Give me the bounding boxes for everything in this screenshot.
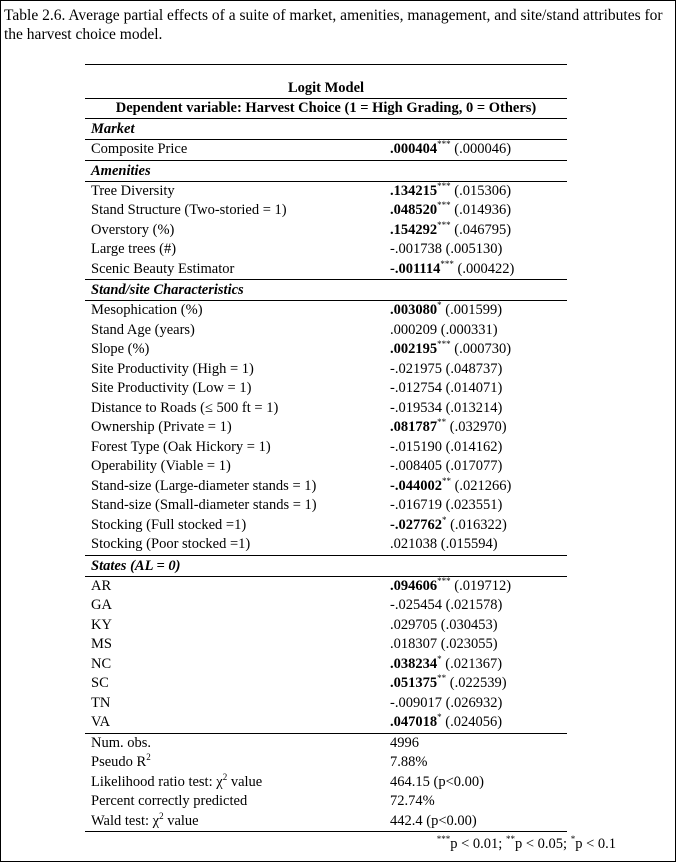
table-row <box>85 240 567 260</box>
statistic-label: Percent correctly predicted <box>91 793 248 809</box>
effect-cell <box>390 635 567 655</box>
effect-cell <box>390 674 567 694</box>
coefficient: .134215 <box>390 182 438 199</box>
coefficient: -.015190 <box>390 438 442 455</box>
significance-footnote <box>437 836 616 853</box>
variable-label: MS <box>91 636 112 652</box>
coefficient: .048520 <box>390 202 438 218</box>
superscript: 2 <box>159 810 164 821</box>
table-row <box>85 340 567 360</box>
statistic-row <box>85 773 567 793</box>
table-row <box>85 516 567 536</box>
significance-stars: *** <box>437 180 451 191</box>
coefficient: .000209 <box>390 321 438 338</box>
dependent-variable-header: Dependent variable: Harvest Choice (1 = High Grading, 0 = Others) <box>85 98 567 119</box>
variable-label: Stand-size (Large-diameter stands = 1) <box>91 477 317 494</box>
coefficient: .047018 <box>390 714 438 730</box>
effect-cell <box>390 240 567 260</box>
significance-stars: ** <box>437 673 447 683</box>
significance-stars: *** <box>440 258 454 269</box>
effect-cell <box>390 438 567 458</box>
superscript: 2 <box>222 771 228 782</box>
coefficient: .000404 <box>390 141 438 157</box>
significance-stars: *** <box>437 200 451 210</box>
variable-label: Stand Age (years) <box>91 321 195 338</box>
variable-label: Mesophication (%) <box>91 302 203 318</box>
standard-error: (.016322) <box>446 516 507 533</box>
variable-label: Overstory (%) <box>91 221 175 238</box>
coefficient: .081787 <box>390 419 438 435</box>
effect-cell <box>390 577 567 597</box>
variable-label: Composite Price <box>91 141 188 157</box>
coefficient: .003080 <box>390 302 438 318</box>
table-row <box>85 201 567 221</box>
coefficient: .094606 <box>390 577 438 594</box>
coefficient: .038234 <box>390 655 438 672</box>
statistic-value: 464.15 (p<0.00) <box>390 773 484 790</box>
table-row <box>85 635 567 655</box>
significance-stars: * <box>441 514 447 525</box>
table-row <box>85 140 567 160</box>
standard-error: (.019712) <box>450 577 512 594</box>
regression-table <box>85 64 567 832</box>
footnote-text-3: p < 0.1 <box>575 836 616 852</box>
effect-cell <box>390 596 567 616</box>
effect-cell <box>390 477 567 497</box>
table-row <box>85 713 567 734</box>
standard-error: (.021266) <box>450 477 512 494</box>
standard-error: (.001599) <box>441 302 503 318</box>
statistic-label-text: Pseudo R <box>91 754 147 770</box>
statistic-row <box>85 753 567 773</box>
table-row <box>85 655 567 675</box>
standard-error: (.026932) <box>441 694 503 711</box>
statistic-label-suffix: value <box>227 773 263 790</box>
coefficient: .002195 <box>390 341 438 357</box>
table-row <box>85 496 567 516</box>
variable-label: Stocking (Full stocked =1) <box>91 516 247 533</box>
standard-error: (.017077) <box>441 458 503 474</box>
coefficient: -.021975 <box>390 360 442 377</box>
statistic-row <box>85 734 567 754</box>
effect-cell <box>390 694 567 714</box>
table-row <box>85 321 567 341</box>
statistic-row <box>85 812 567 832</box>
significance-stars: * <box>437 653 442 664</box>
standard-error: (.032970) <box>446 419 507 435</box>
effect-cell <box>390 713 567 733</box>
coefficient: -.025454 <box>390 597 442 613</box>
coefficient: .029705 <box>390 616 438 633</box>
table-row <box>85 596 567 616</box>
significance-stars: *** <box>437 139 451 149</box>
effect-cell <box>390 399 567 419</box>
table-row <box>85 379 567 399</box>
standard-error: (.048737) <box>441 360 503 377</box>
variable-label: VA <box>91 714 111 730</box>
coefficient: -.016719 <box>390 497 442 513</box>
effect-cell <box>390 301 567 321</box>
standard-error: (.000730) <box>450 341 512 357</box>
standard-error: (.000046) <box>450 141 512 157</box>
significance-stars: *** <box>437 219 451 230</box>
standard-error: (.013214) <box>441 399 503 416</box>
table-row <box>85 260 567 280</box>
coefficient: -.019534 <box>390 399 442 416</box>
table-row <box>85 616 567 636</box>
variable-label: KY <box>91 616 112 633</box>
table-row <box>85 477 567 497</box>
variable-label: Stand-size (Small-diameter stands = 1) <box>91 497 317 513</box>
effect-cell <box>390 201 567 221</box>
variable-label: Tree Diversity <box>91 182 175 199</box>
statistic-label-suffix: value <box>163 812 199 829</box>
variable-label: Site Productivity (Low = 1) <box>91 380 252 396</box>
variable-label: Ownership (Private = 1) <box>91 419 232 435</box>
statistic-value: 7.88% <box>390 754 428 770</box>
variable-label: Large trees (#) <box>91 241 177 257</box>
standard-error: (.030453) <box>437 616 498 633</box>
table-row <box>85 221 567 241</box>
significance-stars: *** <box>437 339 451 349</box>
standard-error: (.000422) <box>453 260 515 277</box>
section-header: States (AL = 0) <box>85 555 567 577</box>
coefficient: .018307 <box>390 636 438 652</box>
effect-cell <box>390 496 567 516</box>
section-header: Market <box>85 119 567 140</box>
coefficient: .051375 <box>390 675 438 691</box>
statistic-row <box>85 792 567 812</box>
variable-label: Stocking (Poor stocked =1) <box>91 536 251 552</box>
effect-cell <box>390 260 567 280</box>
effect-cell <box>390 221 567 241</box>
coefficient: -.044002 <box>390 477 442 494</box>
statistic-label: Num. obs. <box>91 734 152 751</box>
effect-cell <box>390 418 567 438</box>
coefficient: -.008405 <box>390 458 442 474</box>
statistic-value: 72.74% <box>390 793 435 809</box>
significance-stars: * <box>437 300 442 310</box>
effect-cell <box>390 379 567 399</box>
coefficient: -.001114 <box>390 260 441 277</box>
standard-error: (.014936) <box>450 202 512 218</box>
footnote-stars-2: ** <box>505 834 515 844</box>
variable-label: GA <box>91 597 112 613</box>
table-caption: Table 2.6. Average partial effects of a suite of market, amenities, management, and site/stand attributes for the harvest choice model. <box>4 7 663 43</box>
standard-error: (.021578) <box>441 597 503 613</box>
effect-cell <box>390 535 567 555</box>
coefficient: -.001738 <box>390 241 442 257</box>
variable-label: Scenic Beauty Estimator <box>91 260 235 277</box>
bottom-rule <box>85 831 567 832</box>
statistic-label-text: Wald test: χ <box>91 812 160 829</box>
significance-stars: ** <box>437 417 447 427</box>
variable-label: TN <box>91 694 111 711</box>
standard-error: (.021367) <box>441 655 503 672</box>
effect-cell <box>390 516 567 536</box>
table-row <box>85 674 567 694</box>
effect-cell <box>390 340 567 360</box>
variable-label: Operability (Viable = 1) <box>91 458 231 474</box>
model-title: Logit Model <box>287 80 365 96</box>
table-row <box>85 418 567 438</box>
statistic-label-text: Likelihood ratio test: χ <box>91 773 223 790</box>
standard-error: (.022539) <box>446 675 507 691</box>
standard-error: (.023055) <box>437 636 498 652</box>
table-body <box>85 119 567 734</box>
variable-label: Forest Type (Oak Hickory = 1) <box>91 438 271 455</box>
model-statistics <box>85 734 567 832</box>
statistic-label <box>85 773 390 793</box>
standard-error: (.000331) <box>437 321 498 338</box>
significance-stars: ** <box>441 475 451 486</box>
coefficient: -.012754 <box>390 380 442 396</box>
table-row <box>85 301 567 321</box>
table-row <box>85 535 567 555</box>
variable-label: NC <box>91 655 112 672</box>
variable-label: Slope (%) <box>91 341 150 357</box>
section-header: Amenities <box>85 160 567 182</box>
statistic-value: 442.4 (p<0.00) <box>390 812 477 829</box>
variable-label: AR <box>91 577 112 594</box>
coefficient: .021038 <box>390 536 438 552</box>
superscript: 2 <box>146 752 151 762</box>
standard-error: (.046795) <box>450 221 512 238</box>
coefficient: -.009017 <box>390 694 442 711</box>
table-row <box>85 438 567 458</box>
footnote-stars-3: * <box>570 834 576 844</box>
standard-error: (.015594) <box>437 536 498 552</box>
effect-cell <box>390 182 567 202</box>
variable-label: SC <box>91 675 109 691</box>
effect-cell <box>390 616 567 636</box>
variable-label: Site Productivity (High = 1) <box>91 360 254 377</box>
significance-stars: * <box>437 712 442 722</box>
table-row <box>85 457 567 477</box>
table-row <box>85 399 567 419</box>
standard-error: (.005130) <box>441 241 503 257</box>
effect-cell <box>390 457 567 477</box>
table-row <box>85 182 567 202</box>
footnote-text-1: p < 0.01; <box>450 836 506 852</box>
statistic-label <box>85 753 390 773</box>
coefficient: .154292 <box>390 221 438 238</box>
standard-error: (.014071) <box>441 380 503 396</box>
effect-cell <box>390 360 567 380</box>
statistic-label <box>85 812 390 832</box>
effect-cell <box>390 321 567 341</box>
top-rule <box>85 64 567 65</box>
table-row <box>85 360 567 380</box>
variable-label: Distance to Roads (≤ 500 ft = 1) <box>91 399 279 416</box>
table-row <box>85 577 567 597</box>
variable-label: Stand Structure (Two-storied = 1) <box>91 202 287 218</box>
standard-error: (.023551) <box>441 497 503 513</box>
standard-error: (.014162) <box>441 438 503 455</box>
effect-cell <box>390 140 567 160</box>
coefficient: -.027762 <box>390 516 442 533</box>
table-row <box>85 694 567 714</box>
footnote-stars-1: *** <box>436 834 451 844</box>
statistic-value: 4996 <box>390 734 419 751</box>
standard-error: (.024056) <box>441 714 503 730</box>
effect-cell <box>390 655 567 675</box>
significance-stars: *** <box>437 575 451 586</box>
standard-error: (.015306) <box>450 182 512 199</box>
footnote-text-2: p < 0.05; <box>514 836 571 852</box>
section-header: Stand/site Characteristics <box>85 279 567 301</box>
